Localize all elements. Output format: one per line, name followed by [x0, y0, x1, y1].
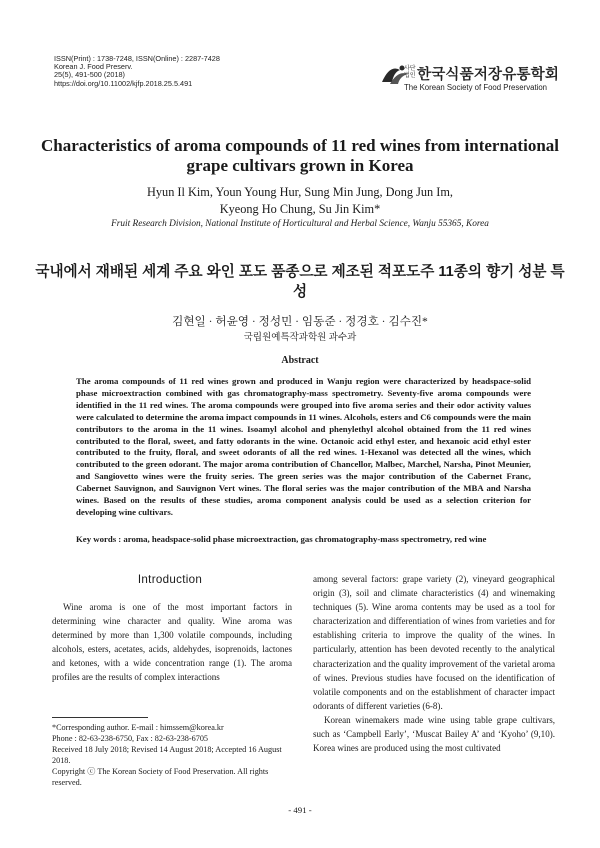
intro-paragraph-right-2: Korean winemakers made wine using table grape cultivars, such as ‘Campbell Early’, ‘Muscat Bailey A’ and ‘Kyoho’ (9,10). Korea wines are produced using the most cultivated — [313, 714, 555, 754]
authors-en-line-1: Hyun Il Kim, Youn Young Hur, Sung Min Jung, Dong Jun Im, — [147, 185, 453, 199]
affiliation-ko: 국립원예특작과학원 과수과 — [243, 333, 357, 343]
keywords-label: Key words : — [76, 534, 122, 544]
abstract-text: The aroma compounds of 11 red wines grown and produced in Wanju region were characterized by headspace-solid phase microextraction combined with gas chromatography-mass spectrometry. Seventy-five aroma compounds were identified in the 11 red wines. The aroma compounds were grouped into five aroma series and their odor activity values were calculated to determine the aroma impact compounds in 11 wines. Alcohols, esters and C6 compounds were the main contributors to the aroma in the 11 wines. Isoamyl alcohol and phenylethyl alcohol obtained from the 11 red wines contributed to the floral, sweet, and fatty odorants in the wine. Octanoic acid ethyl ester, and hexanoic acid ethyl ester contributed to the fruity, floral, and sweet odorants of all the red wines. 1-Hexanol was detected all the wines, which contributed to the green odorant. The major aroma contribution of Chancellor, Malbec, Marchel, Narsha, Pinot Meunier, and Sangiovetto wines were the fruity series. The green series was the major contribution of the Cabernet Franc, Cabernet Sauvignon, and Sauvignon Vert wines. The floral series was the major contribution of the MBA and Narsha wines. Based on the results of these studies, aroma component analysis could be used as a selection criterion for developing wine cultivars. — [76, 376, 531, 517]
corresponding-author: *Corresponding author. E-mail : himssem@korea.kr — [52, 723, 224, 732]
authors-en-line-2: Kyeong Ho Chung, Su Jin Kim* — [219, 202, 381, 216]
society-type: 사단 법인 — [404, 66, 416, 79]
authors-en — [30, 184, 570, 218]
society-name-ko: 한국식품저장유통학회 — [417, 67, 560, 83]
journal-name: Korean J. Food Preserv. — [54, 62, 133, 72]
intro-paragraph-right-1: among several factors: grape variety (2), vineyard geographical origin (3), soil and climate characteristics (4) and winemaking techniques (5). Wine aroma contents may be used as a tool for characterization and differentiation of wines from varieties and for establishing criteria to improve the quality of the wines. In particularly, attention has been devoted recently to the analytical characterization and the quality improvement of the varietal aroma of wines. Previous studies have focused on the identification of volatile components and on the establishment of character impact odorants of different varieties (6-8). — [313, 574, 555, 711]
issn: ISSN(Print) : 1738-7248, ISSN(Online) : 2287-7428 — [54, 54, 220, 63]
footnote — [52, 722, 292, 788]
introduction-heading: Introduction — [137, 573, 203, 586]
contact-phone: Phone : 82-63-238-6750, Fax : 82-63-238-6705 — [52, 734, 209, 743]
society-logo-block — [380, 60, 560, 96]
keywords — [76, 534, 536, 544]
paper-title-ko: 국내에서 재배된 세계 주요 와인 포도 품종으로 제조된 적포도주 11종의 향기 성분 특성 — [35, 264, 565, 300]
intro-paragraph-left: Wine aroma is one of the most important factors in determining wine character and quality. Wine aroma was determined by more than 1,300 volatile compounds, including alcohols, esters, acetates, acids, aldehydes, isoprenoids, lactones and ketones, with a wide concentration range (1). The aroma profiles are the results of complex interactions — [52, 602, 292, 683]
authors-ko: 김현일 · 허윤영 · 정성민 · 임동준 · 정경호 · 김수진* — [172, 315, 428, 328]
society-name-en: The Korean Society of Food Preservation — [404, 83, 548, 92]
received-dates: Received 18 July 2018; Revised 14 August 2018; Accepted 16 August 2018. — [52, 745, 282, 765]
right-column — [313, 572, 555, 755]
doi-link[interactable]: https://doi.org/10.11002/kjfp.2018.25.5.491 — [54, 78, 193, 88]
affiliation-en: Fruit Research Division, National Institute of Horticultural and Herbal Science, Wanju 55365, Korea — [111, 219, 489, 229]
abstract-heading: Abstract — [281, 355, 319, 366]
volume-pages: 25(5), 491-500 (2018) — [54, 70, 125, 80]
page-number: - 491 - — [288, 805, 312, 815]
keywords-list: aroma, headspace-solid phase microextraction, gas chromatography-mass spectrometry, red wine — [123, 534, 487, 544]
footnote-divider — [52, 717, 148, 718]
left-column — [52, 600, 292, 685]
copyright: Copyright ⓒ The Korean Society of Food Preservation. All rights reserved. — [52, 767, 269, 787]
publication-info — [54, 55, 220, 88]
paper-title-en: Characteristics of aroma compounds of 11 red wines from international grape cultivars grown in Korea — [41, 136, 559, 175]
